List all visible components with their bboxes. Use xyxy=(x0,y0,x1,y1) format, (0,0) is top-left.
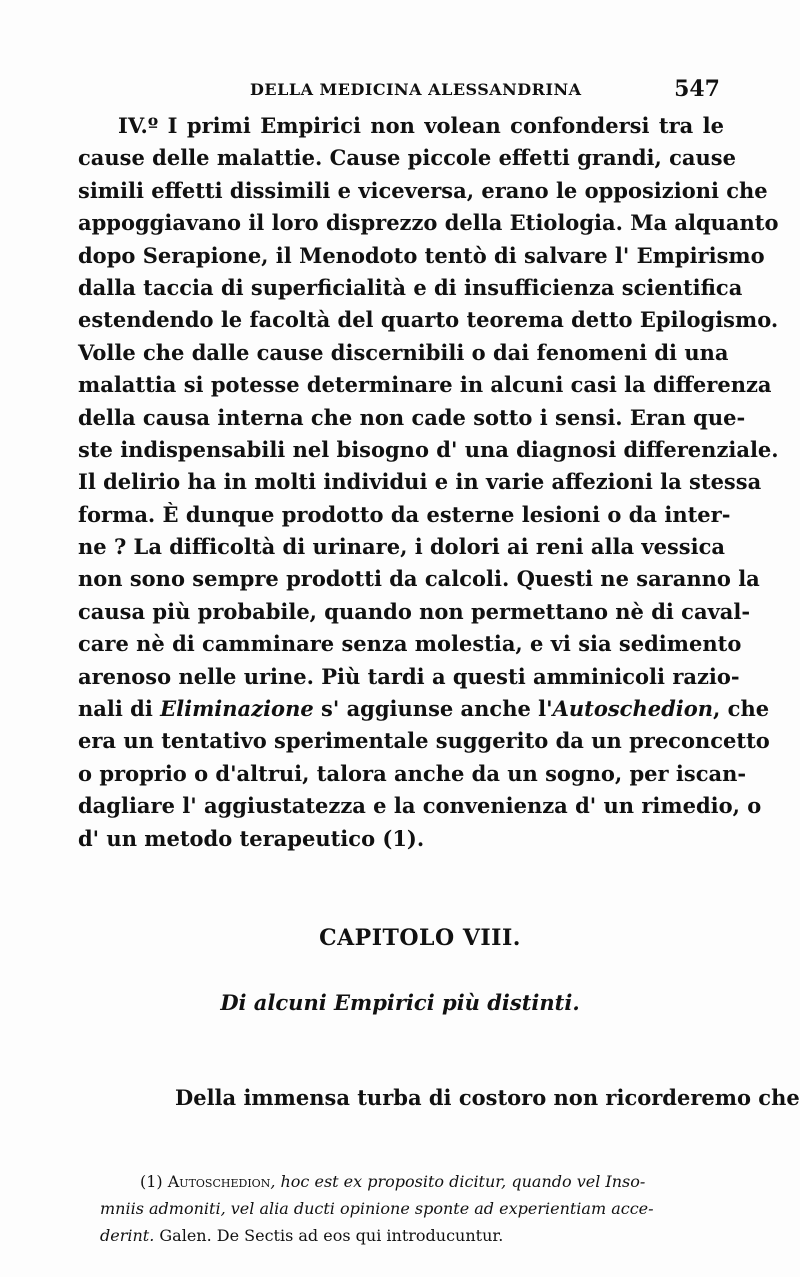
text-line: della causa interna che non cade sotto i sensi. Eran que- xyxy=(78,404,746,430)
text-fragment: , che xyxy=(713,696,770,722)
text-line: non sono sempre prodotti da calcoli. Questi ne saranno la xyxy=(78,566,760,592)
text-line: estendendo le facoltà del quarto teorema detto Epilogismo. xyxy=(78,307,779,333)
footnote-line xyxy=(100,1222,740,1249)
text-line: dopo Serapione, il Menodoto tentò di salvare l' Empirismo xyxy=(78,242,765,268)
text-line: simili effetti dissimili e viceversa, erano le opposizioni che xyxy=(78,177,768,203)
text-line: care nè di camminare senza molestia, e vi sia sedimento xyxy=(78,631,742,657)
chapter-subtitle: Di alcuni Empirici più distinti. xyxy=(220,990,580,1015)
text-line: cause delle malattie. Cause piccole effetti grandi, cause xyxy=(78,145,736,171)
footnote-line xyxy=(100,1168,740,1195)
text-line: causa più probabile, quando non permettano nè di caval- xyxy=(78,598,751,624)
text-line: IV.º I primi Empirici non volean confondersi tra le xyxy=(118,113,724,138)
running-title: DELLA MEDICINA ALESSANDRINA xyxy=(250,80,582,99)
text-line: Volle che dalle cause discernibili o dai fenomeni di una xyxy=(78,339,729,365)
page-number: 547 xyxy=(674,76,720,102)
text-fragment: nali di xyxy=(78,696,161,722)
footnote-text: derint. xyxy=(100,1226,155,1245)
chapter-first-line: Della immensa turba di costoro non ricorderemo che xyxy=(175,1085,800,1110)
footnote-term: Autoschedion xyxy=(167,1172,271,1191)
footnote-line: mniis admoniti, vel alia ducti opinione sponte ad experientiam acce- xyxy=(100,1199,654,1218)
text-line: Il delirio ha in molti individui e in varie affezioni la stessa xyxy=(78,469,762,495)
text-line: d' un metodo terapeutico (1). xyxy=(78,825,425,851)
text-line: appoggiavano il loro disprezzo della Etiologia. Ma alquanto xyxy=(78,210,779,236)
footnote xyxy=(100,1168,740,1249)
text-line: ne ? La difficoltà di urinare, i dolori ai reni alla vessica xyxy=(78,534,725,560)
text-fragment: s' aggiunse anche l' xyxy=(313,696,553,722)
footnote-text: , hoc est ex proposito dicitur, quando vel Inso- xyxy=(270,1172,646,1191)
text-line: dagliare l' aggiustatezza e la convenienza d' un rimedio, o xyxy=(78,793,762,819)
footnote-marker: (1) xyxy=(140,1172,168,1191)
italic-term: Autoschedion xyxy=(552,696,714,722)
running-head xyxy=(250,76,720,106)
footnote-citation: Galen. De Sectis ad eos qui introducuntur. xyxy=(154,1226,504,1245)
text-line: era un tentativo sperimentale suggerito da un preconcetto xyxy=(78,728,770,754)
text-line-with-italics xyxy=(78,693,770,725)
chapter-heading xyxy=(0,925,800,951)
text-line: ste indispensabili nel bisogno d' una diagnosi differenziale. xyxy=(78,436,779,462)
text-line: o proprio o d'altrui, talora anche da un sogno, per iscan- xyxy=(78,760,747,786)
body-paragraph xyxy=(78,110,779,855)
text-line: malattia si potesse determinare in alcuni casi la differenza xyxy=(78,372,772,398)
text-line: arenoso nelle urine. Più tardi a questi amminicoli razio- xyxy=(78,663,740,689)
text-line: forma. È dunque prodotto da esterne lesioni o da inter- xyxy=(78,501,731,527)
chapter-title: CAPITOLO VIII. xyxy=(319,925,521,951)
text-line: dalla taccia di superficialità e di insufficienza scientifica xyxy=(78,274,743,300)
italic-term: Eliminazione xyxy=(160,696,314,722)
